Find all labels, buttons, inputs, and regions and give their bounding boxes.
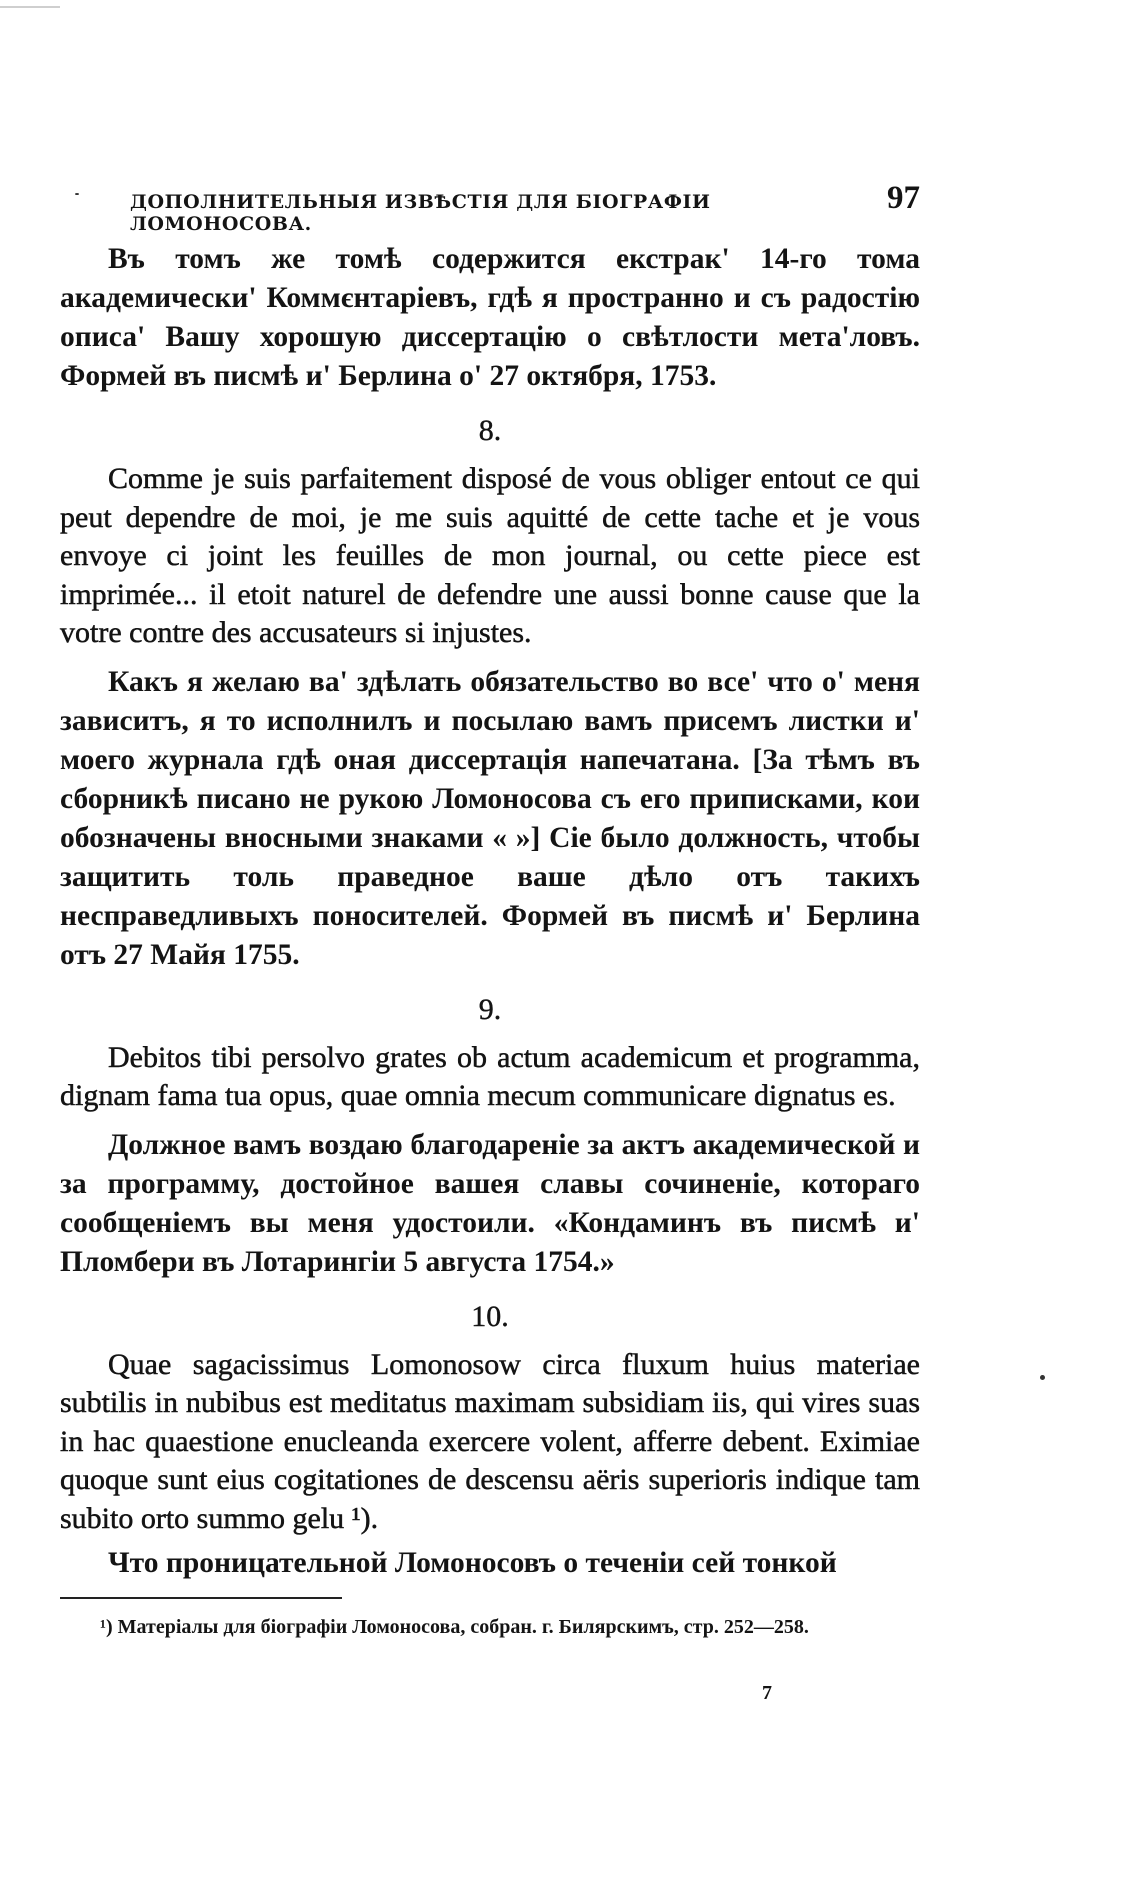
paragraph-9-latin: Debitos tibi persolvo grates ob actum academicum et programma, dignam fama tua opus, quae omnia mecum communicare dignatus es.	[60, 1040, 920, 1112]
running-head	[130, 180, 920, 235]
page-number: 97	[887, 180, 920, 216]
section-number-9: 9.	[478, 992, 502, 1026]
paragraph-8-french: Comme je suis parfaitement disposé de vous obliger entout ce qui peut dependre de moi, je me suis aquitté de cette tache et je vous envoye ci joint les feuilles de mon journal, ou cette piece est imprimée... il etoit naturel de defendre une aussi bonne cause que la votre contre des accusateurs si injustes.	[60, 462, 920, 649]
paragraph-10-russian: Что проницательной Ломоносовъ о теченіи сей тонкой	[108, 1547, 837, 1579]
footnote: ¹) Матеріалы для біографіи Ломоносова, собран. г. Билярскимъ, стр. 252—258.	[100, 1616, 809, 1638]
body-text	[60, 240, 920, 1583]
section-number-8: 8.	[478, 414, 502, 447]
running-title: ДОПОЛНИТЕЛЬНЫЯ ИЗВѢСТІЯ ДЛЯ БІОГРАФІИ ЛОМОНОСОВА.	[130, 191, 711, 235]
scan-speck	[75, 193, 79, 195]
paragraph-10-latin: Quae sagacissimus Lomonosow circa fluxum huius materiae subtilis in nubibus est meditatus maximam subsidiam iis, qui vires suas in hac quaestione enucleanda exercere volent, afferre debent. Eximiae quoque sunt eius cogitationes de descensu aëris superioris indique tam subito orto summo gelu ¹).	[60, 1347, 920, 1535]
scan-speck	[1040, 1375, 1045, 1380]
printer-signature-mark: 7	[762, 1682, 772, 1704]
footnote-divider	[60, 1597, 342, 1599]
paragraph-intro: Въ томъ же томѣ содержится екстрак' 14-го тома академически' Коммєнтаріевъ, гдѣ я пространно и съ радостію описа' Вашу хорошую диссертацію о свѣтлости мета'ловъ. Формей въ писмѣ и' Берлина о' 27 октября, 1753.	[60, 243, 920, 392]
paragraph-9-russian: Должное вамъ воздаю благодареніе за актъ академической и за программу, достойное вашея славы сочиненіе, котораго сообщеніемъ вы меня удостоили. «Кондаминъ въ писмѣ и' Пломбери въ Лотарингіи 5 августа 1754.»	[60, 1128, 920, 1278]
section-number-10: 10.	[471, 1299, 509, 1333]
scan-edge-rule	[0, 6, 60, 8]
paragraph-8-russian: Какъ я желаю ва' здѣлать обязательство во все' что о' меня зависитъ, я то исполнилъ и посылаю вамъ присемъ листки и' моего журнала гдѣ оная диссертація напечатана. [За тѣмъ въ сборникѣ писано не рукою Ломоносова съ его приписками, кои обозначены вносными знаками « »] Сіе было должность, чтобы защитить толь праведное ваше дѣло отъ такихъ несправедливыхъ поносителей. Формей въ писмѣ и' Берлина отъ 27 Майя 1755.	[60, 665, 920, 971]
